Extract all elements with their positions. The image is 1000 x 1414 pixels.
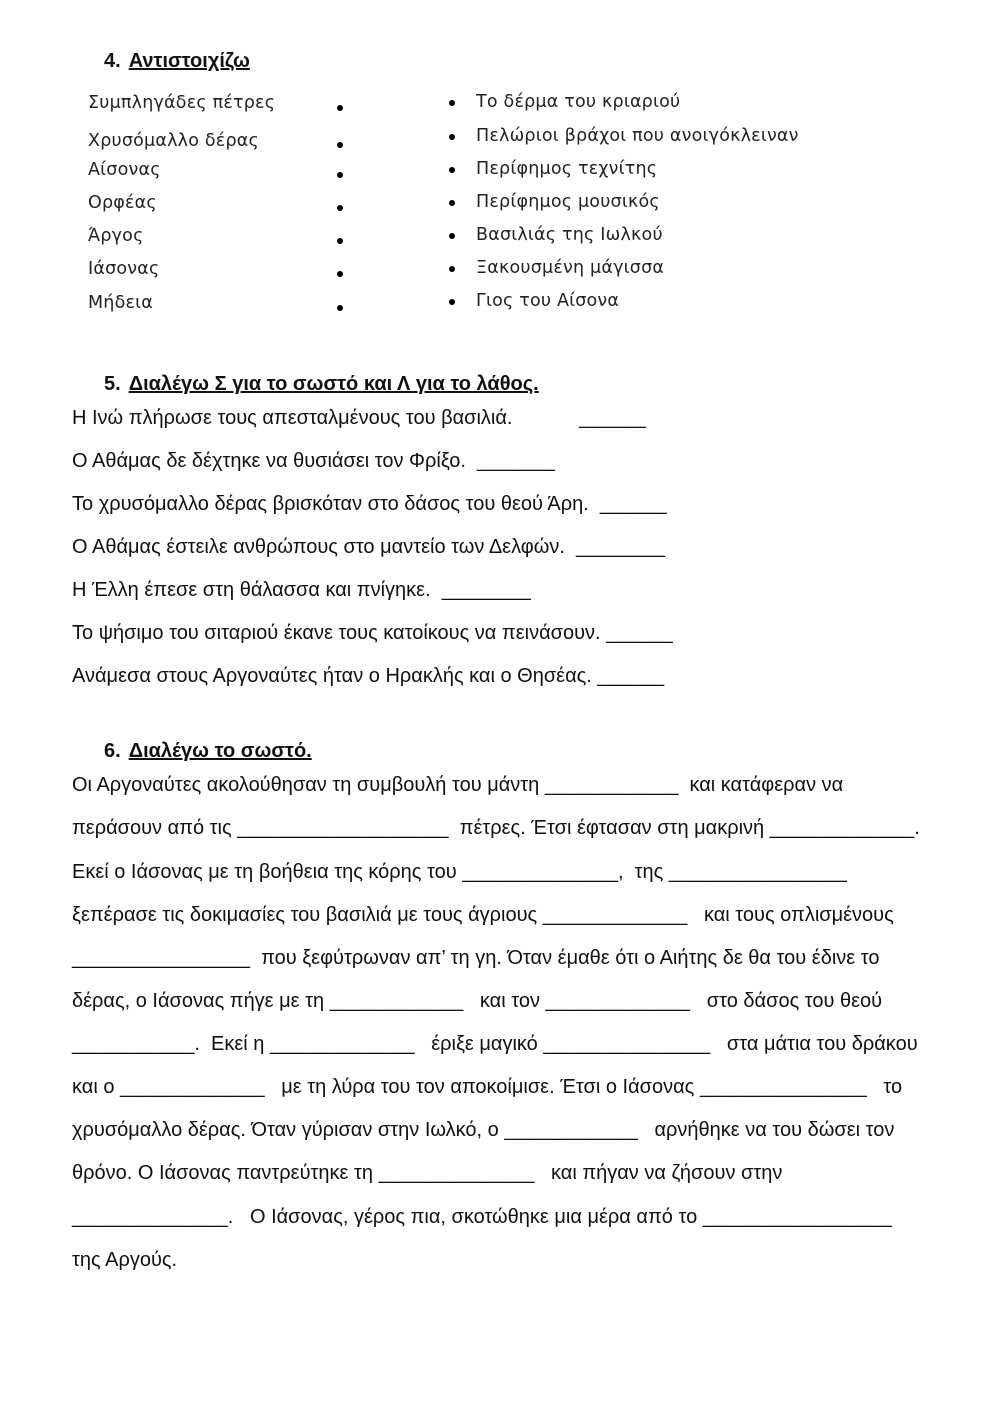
section-6-heading	[104, 740, 312, 763]
match-left-dot[interactable]	[337, 238, 343, 244]
section-5-number: 5.	[104, 373, 121, 395]
fill-in-line[interactable]: Εκεί ο Ιάσονας με τη βοήθεια της κόρης του ______________, της ________________	[72, 861, 847, 883]
match-left-item: Μήδεια	[88, 293, 154, 313]
fill-in-line[interactable]: θρόνο. Ο Ιάσονας παντρεύτηκε τη ______________ και πήγαν να ζήσουν στην	[72, 1162, 783, 1184]
match-right-dot[interactable]	[449, 167, 455, 173]
fill-in-line[interactable]: Οι Αργοναύτες ακολούθησαν τη συμβουλή του μάντη ____________ και κατάφεραν να	[72, 774, 844, 796]
match-right-item: Πελώριοι βράχοι που ανοιγόκλειναν	[476, 126, 799, 146]
true-false-item[interactable]: Ο Αθάμας δε δέχτηκε να θυσιάσει τον Φρίξο. _______	[72, 450, 555, 472]
section-5-heading	[104, 373, 539, 396]
fill-in-line[interactable]: περάσουν από τις ___________________ πέτρες. Έτσι έφτασαν στη μακρινή _____________.	[72, 817, 920, 839]
fill-in-line: της Αργούς.	[72, 1249, 178, 1271]
fill-in-line[interactable]: ______________. Ο Ιάσονας, γέρος πια, σκοτώθηκε μια μέρα από το _________________	[72, 1206, 892, 1228]
section-4-title: Αντιστοιχίζω	[128, 50, 250, 72]
match-left-item: Συμπληγάδες πέτρες	[88, 93, 276, 113]
match-left-item: Ιάσονας	[88, 259, 160, 279]
section-6-number: 6.	[104, 740, 121, 762]
match-left-dot[interactable]	[337, 205, 343, 211]
fill-in-line[interactable]: χρυσόμαλλο δέρας. Όταν γύρισαν στην Ιωλκό, ο ____________ αρνήθηκε να του δώσει τον	[72, 1119, 895, 1141]
match-right-dot[interactable]	[449, 266, 455, 272]
match-right-item: Ξακουσμένη μάγισσα	[476, 258, 665, 278]
true-false-item[interactable]: Ο Αθάμας έστειλε ανθρώπους στο μαντείο των Δελφών. ________	[72, 536, 665, 558]
match-left-dot[interactable]	[337, 105, 343, 111]
fill-in-line[interactable]: ___________. Εκεί η _____________ έριξε μαγικό _______________ στα μάτια του δράκου	[72, 1033, 918, 1055]
match-left-item: Αίσονας	[88, 160, 161, 180]
match-right-dot[interactable]	[449, 233, 455, 239]
section-6-title: Διαλέγω το σωστό.	[128, 740, 312, 762]
true-false-item[interactable]: Η Ινώ πλήρωσε τους απεσταλμένους του βασιλιά. ______	[72, 407, 646, 429]
match-right-item: Περίφημος μουσικός	[476, 192, 660, 212]
match-right-dot[interactable]	[449, 100, 455, 106]
match-left-item: Ορφέας	[88, 193, 157, 213]
fill-in-line[interactable]: ________________ που ξεφύτρωναν απ’ τη γη. Όταν έμαθε ότι ο Αιήτης δε θα του έδινε το	[72, 947, 880, 969]
match-right-dot[interactable]	[449, 134, 455, 140]
section-5-title: Διαλέγω Σ για το σωστό και Λ για το λάθος.	[128, 373, 539, 395]
fill-in-line[interactable]: δέρας, ο Ιάσονας πήγε με τη ____________ και τον _____________ στο δάσος του θεού	[72, 990, 883, 1012]
match-right-item: Βασιλιάς της Ιωλκού	[476, 225, 663, 245]
match-left-dot[interactable]	[337, 142, 343, 148]
match-right-item: Το δέρμα του κριαριού	[476, 92, 681, 112]
match-left-item: Άργος	[88, 226, 144, 246]
match-left-dot[interactable]	[337, 305, 343, 311]
fill-in-line[interactable]: ξεπέρασε τις δοκιμασίες του βασιλιά με τους άγριους _____________ και τους οπλισμένους	[72, 904, 894, 926]
true-false-item[interactable]: Το χρυσόμαλλο δέρας βρισκόταν στο δάσος του θεού Άρη. ______	[72, 493, 667, 515]
match-left-dot[interactable]	[337, 172, 343, 178]
section-4-number: 4.	[104, 50, 121, 72]
match-right-dot[interactable]	[449, 299, 455, 305]
true-false-item[interactable]: Η Έλλη έπεσε στη θάλασσα και πνίγηκε. ________	[72, 579, 531, 601]
true-false-item[interactable]: Ανάμεσα στους Αργοναύτες ήταν ο Ηρακλής και ο Θησέας. ______	[72, 665, 665, 687]
match-left-item: Χρυσόμαλλο δέρας	[88, 131, 259, 151]
match-right-item: Γιος του Αίσονα	[476, 291, 620, 311]
section-4-heading	[104, 50, 250, 73]
match-right-dot[interactable]	[449, 200, 455, 206]
fill-in-line[interactable]: και ο _____________ με τη λύρα του τον αποκοίμισε. Έτσι ο Ιάσονας _______________ το	[72, 1076, 903, 1098]
match-left-dot[interactable]	[337, 271, 343, 277]
match-right-item: Περίφημος τεχνίτης	[476, 159, 658, 179]
true-false-item[interactable]: Το ψήσιμο του σιταριού έκανε τους κατοίκους να πεινάσουν. ______	[72, 622, 673, 644]
